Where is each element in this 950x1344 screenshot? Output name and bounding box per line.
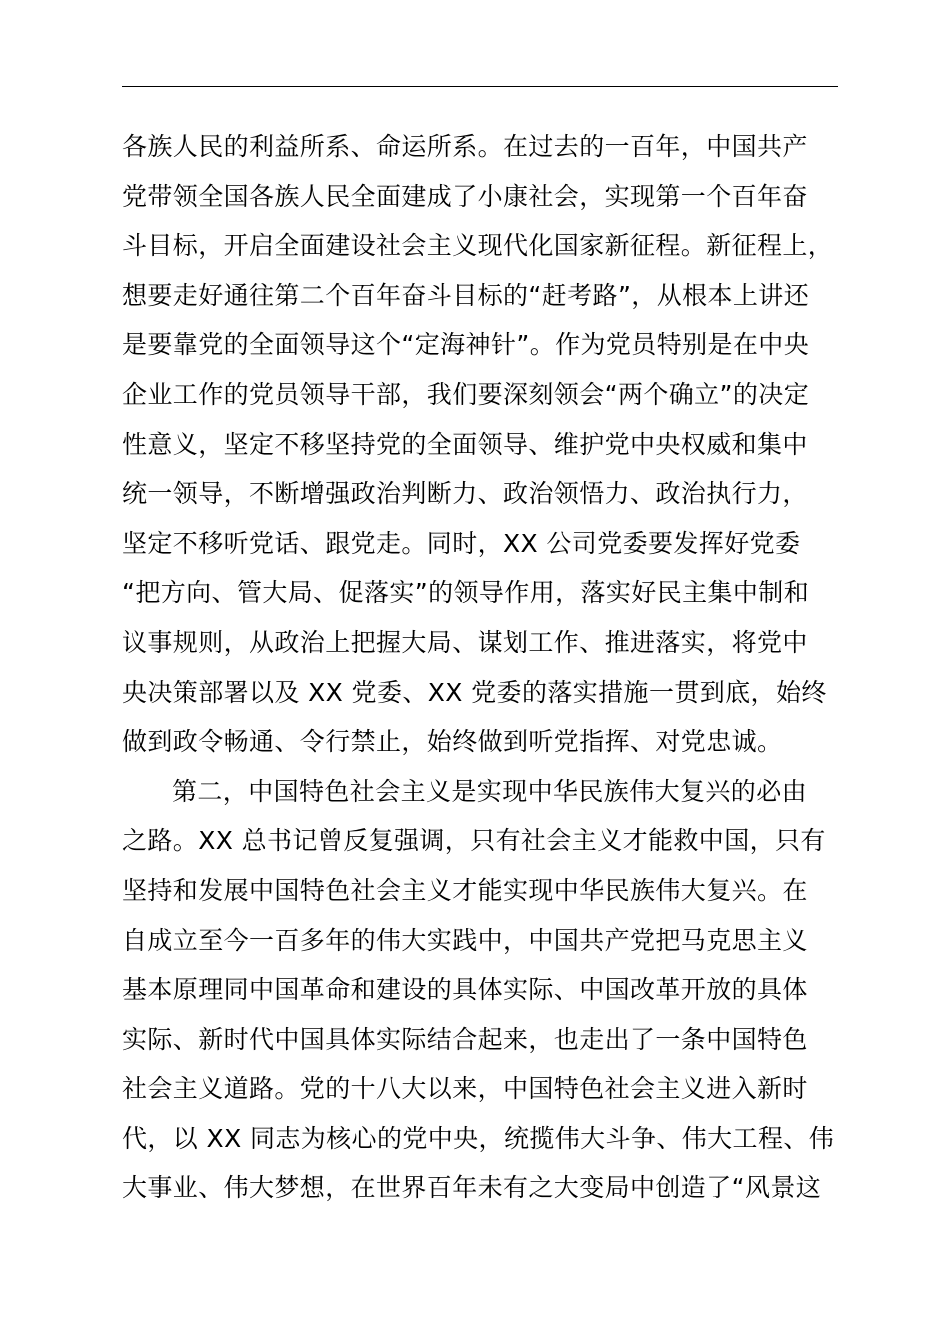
text-line: 代，以 XX 同志为核心的党中央，统揽伟大斗争、伟大工程、伟 [122, 1123, 835, 1153]
document-body [122, 122, 838, 1213]
text-line: 是要靠党的全面领导这个“定海神针”。作为党员特别是在中央 [122, 330, 810, 360]
paragraph-start-line: 第二，中国特色社会主义是实现中华民族伟大复兴的必由 [172, 776, 808, 806]
text-line: 社会主义道路。党的十八大以来，中国特色社会主义进入新时 [122, 1074, 808, 1104]
text-line: 央决策部署以及 XX 党委、XX 党委的落实措施一贯到底，始终 [122, 677, 827, 707]
text-line: 之路。XX 总书记曾反复强调，只有社会主义才能救中国，只有 [122, 826, 826, 856]
text-line: 大事业、伟大梦想，在世界百年未有之大变局中创造了“风景这 [122, 1173, 822, 1203]
text-line: 企业工作的党员领导干部，我们要深刻领会“两个确立”的决定 [122, 379, 810, 409]
text-line: 自成立至今一百多年的伟大实践中，中国共产党把马克思主义 [122, 925, 808, 955]
text-line: 性意义，坚定不移坚持党的全面领导、维护党中央权威和集中 [122, 429, 808, 459]
text-line: 实际、新时代中国具体实际结合起来，也走出了一条中国特色 [122, 1024, 808, 1054]
text-line: 做到政令畅通、令行禁止，始终做到听党指挥、对党忠诚。 [122, 727, 783, 757]
text-line: 议事规则，从政治上把握大局、谋划工作、推进落实，将党中 [122, 627, 808, 657]
text-line: 想要走好通往第二个百年奋斗目标的“赶考路”，从根本上讲还 [122, 280, 810, 310]
text-line: 坚持和发展中国特色社会主义才能实现中华民族伟大复兴。在 [122, 875, 808, 905]
text-line: 坚定不移听党话、跟党走。同时，XX 公司党委要发挥好党委 [122, 528, 801, 558]
text-line: 基本原理同中国革命和建设的具体实际、中国改革开放的具体 [122, 975, 808, 1005]
header-rule [122, 86, 838, 87]
text-line: 统一领导，不断增强政治判断力、政治领悟力、政治执行力， [122, 479, 808, 509]
text-line: “把方向、管大局、促落实”的领导作用，落实好民主集中制和 [122, 578, 810, 608]
text-line: 党带领全国各族人民全面建成了小康社会，实现第一个百年奋 [122, 181, 808, 211]
text-line: 各族人民的利益所系、命运所系。在过去的一百年，中国共产 [122, 132, 808, 161]
text-line: 斗目标，开启全面建设社会主义现代化国家新征程。新征程上， [122, 231, 834, 261]
